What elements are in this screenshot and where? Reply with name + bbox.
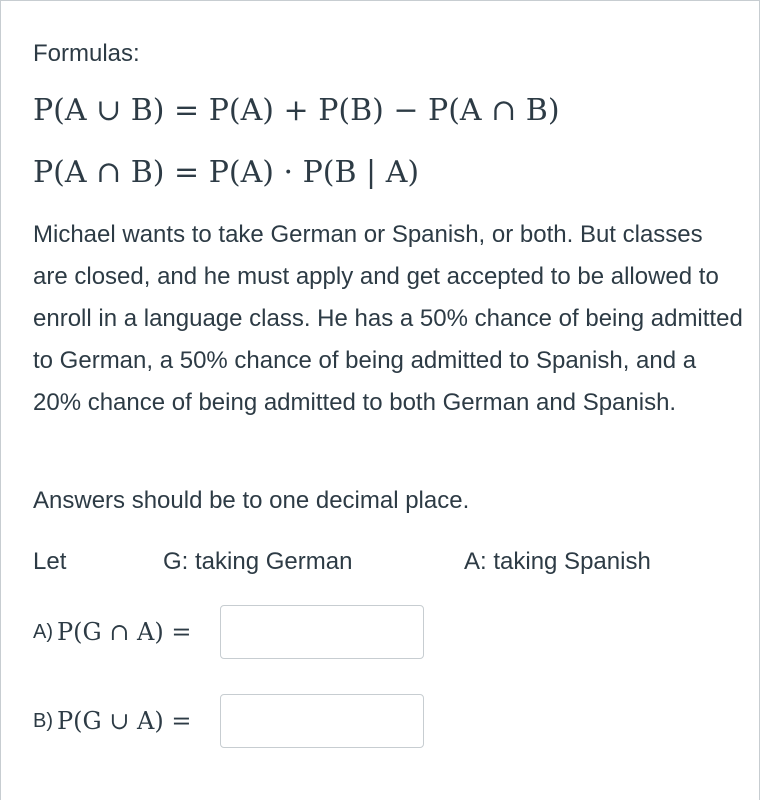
intersection-formula xyxy=(33,155,419,190)
question-a-label: A) xyxy=(33,620,53,643)
union-formula xyxy=(33,93,560,128)
union-formula-text: P(A ∪ B) = P(A) + P(B) − P(A ∩ B) xyxy=(33,93,560,128)
question-a-expression: P(G ∩ A) = xyxy=(57,618,192,646)
answer-a-input[interactable] xyxy=(220,605,424,659)
question-b-label: B) xyxy=(33,709,53,732)
let-label: Let xyxy=(33,548,67,575)
formulas-heading: Formulas: xyxy=(33,40,140,67)
definition-a: A: taking Spanish xyxy=(464,548,651,575)
question-a xyxy=(33,618,191,646)
instruction-text: Answers should be to one decimal place. xyxy=(33,487,470,514)
question-b-expression: P(G ∪ A) = xyxy=(57,707,192,735)
answer-b-input[interactable] xyxy=(220,694,424,748)
intersection-formula-text: P(A ∩ B) = P(A) · P(B | A) xyxy=(33,155,420,190)
problem-text: Michael wants to take German or Spanish, or both. But classes are closed, and he must apply and get accepted to be allowed to enroll in a language class. He has a 50% chance of being admitted to German, a 50% chance of being admitted to Spanish, and a 20% chance of being admitted to both German and Spanish. xyxy=(33,221,743,416)
definition-g: G: taking German xyxy=(163,548,353,575)
question-b xyxy=(33,707,191,735)
